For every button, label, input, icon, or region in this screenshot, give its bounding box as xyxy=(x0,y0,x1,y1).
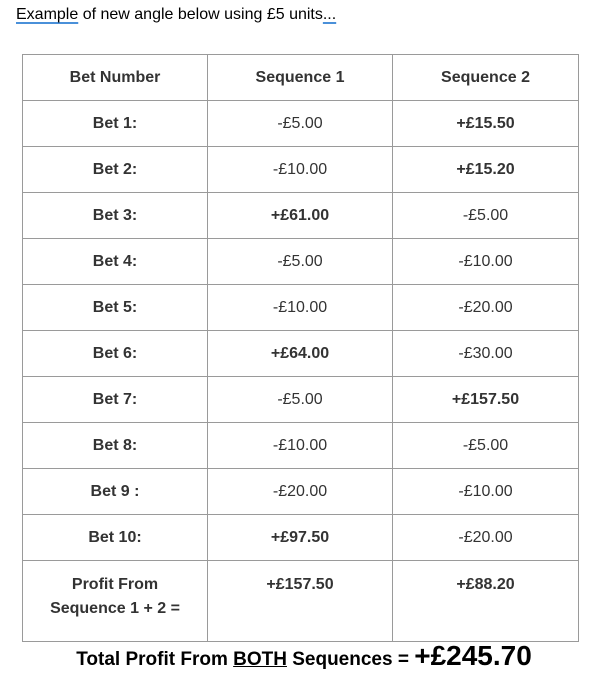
sequence-2-value: -£5.00 xyxy=(393,193,579,239)
table-row xyxy=(23,285,579,331)
bet-label: Bet 1: xyxy=(23,101,208,147)
sequence-2-value: +£15.50 xyxy=(393,101,579,147)
profit-label xyxy=(23,561,208,642)
bet-label: Bet 4: xyxy=(23,239,208,285)
bet-label: Bet 7: xyxy=(23,377,208,423)
table-row xyxy=(23,331,579,377)
sequence-2-value: +£157.50 xyxy=(393,377,579,423)
table-row xyxy=(23,515,579,561)
bet-label: Bet 10: xyxy=(23,515,208,561)
sequence-1-value: -£5.00 xyxy=(208,239,393,285)
profit-sequence-1: +£157.50 xyxy=(208,561,393,642)
header-bet-number: Bet Number xyxy=(23,55,208,101)
bet-label: Bet 6: xyxy=(23,331,208,377)
sequence-1-value: -£5.00 xyxy=(208,101,393,147)
sequence-1-value: +£61.00 xyxy=(208,193,393,239)
table-row xyxy=(23,377,579,423)
sequence-2-value: -£30.00 xyxy=(393,331,579,377)
header-sequence-1: Sequence 1 xyxy=(208,55,393,101)
profit-label-line-2: Sequence 1 + 2 = xyxy=(50,600,180,617)
sequence-1-value: -£20.00 xyxy=(208,469,393,515)
intro-word-example: Example xyxy=(16,6,79,23)
sequence-2-value: -£20.00 xyxy=(393,285,579,331)
table-header-row xyxy=(23,55,579,101)
sequence-1-value: +£97.50 xyxy=(208,515,393,561)
total-prefix: Total Profit From xyxy=(76,649,234,670)
bet-label: Bet 5: xyxy=(23,285,208,331)
total-both: BOTH xyxy=(233,649,287,670)
sequence-2-value: -£20.00 xyxy=(393,515,579,561)
sequence-1-value: -£5.00 xyxy=(208,377,393,423)
total-amount: +£245.70 xyxy=(414,640,532,671)
table-row xyxy=(23,193,579,239)
bet-label: Bet 8: xyxy=(23,423,208,469)
bets-table xyxy=(22,54,579,642)
table-row xyxy=(23,147,579,193)
profit-sequence-2: +£88.20 xyxy=(393,561,579,642)
bet-label: Bet 2: xyxy=(23,147,208,193)
sequence-1-value: +£64.00 xyxy=(208,331,393,377)
header-sequence-2: Sequence 2 xyxy=(393,55,579,101)
intro-text xyxy=(16,5,336,25)
intro-ellipsis: ... xyxy=(322,6,337,23)
sequence-2-value: -£5.00 xyxy=(393,423,579,469)
bet-label: Bet 9 : xyxy=(23,469,208,515)
sequence-1-value: -£10.00 xyxy=(208,285,393,331)
sequence-2-value: -£10.00 xyxy=(393,239,579,285)
table-row xyxy=(23,469,579,515)
table-row xyxy=(23,423,579,469)
total-profit xyxy=(0,640,608,672)
intro-middle: of new angle below using £5 units xyxy=(78,6,323,23)
sequence-2-value: +£15.20 xyxy=(393,147,579,193)
profit-row xyxy=(23,561,579,642)
bet-label: Bet 3: xyxy=(23,193,208,239)
sequence-1-value: -£10.00 xyxy=(208,423,393,469)
table-row xyxy=(23,101,579,147)
sequence-2-value: -£10.00 xyxy=(393,469,579,515)
profit-label-line-1: Profit From xyxy=(71,576,159,593)
sequence-1-value: -£10.00 xyxy=(208,147,393,193)
table-row xyxy=(23,239,579,285)
total-suffix: Sequences = xyxy=(286,649,415,670)
